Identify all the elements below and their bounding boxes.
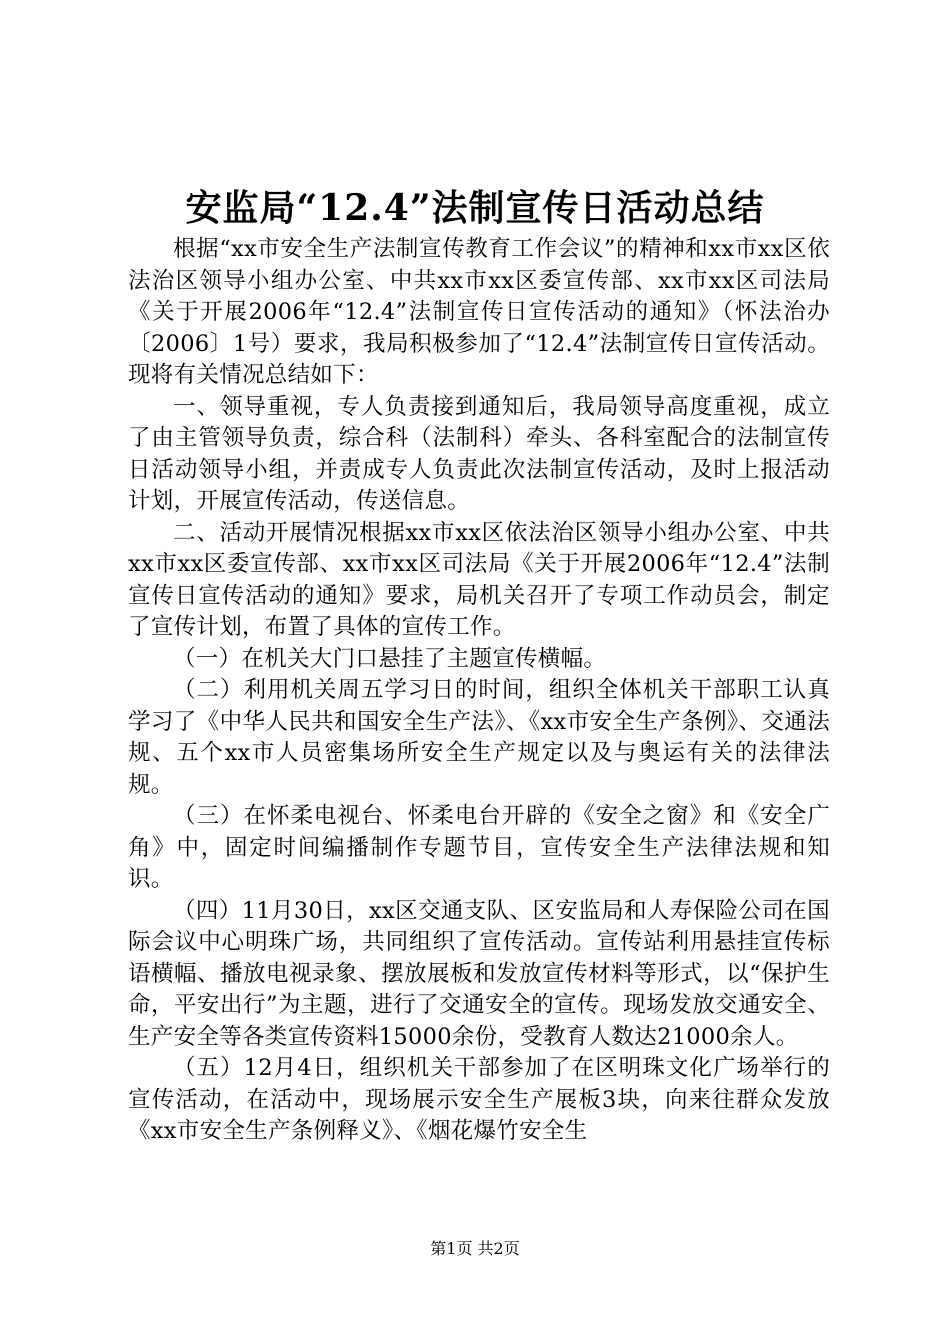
paragraph-item-2: （二）利用机关周五学习日的时间，组织全体机关干部职工认真学习了《中华人民共和国安全生产法》、《xx市安全生产条例》、交通法规、五个xx市人员密集场所安全生产规定以及与奥运有关的法律法规。 <box>128 677 830 798</box>
paragraph-section-2: 二、活动开展情况根据xx市xx区依法治区领导小组办公室、中共xx市xx区委宣传部、xx市xx区司法局《关于开展2006年“12.4”法制宣传日宣传活动的通知》要求，局机关召开了专项工作动员会，制定了宣传计划，布置了具体的宣传工作。 <box>128 519 830 640</box>
page-footer: 第1页 共2页 <box>430 1239 520 1258</box>
paragraph-item-5: （五）12月4日，组织机关干部参加了在区明珠文化广场举行的宣传活动，在活动中，现场展示安全生产展板3块，向来往群众发放《xx市安全生产条例释义》、《烟花爆竹安全生 <box>128 1055 830 1144</box>
document-title: 安监局“12.4”法制宣传日活动总结 <box>185 187 765 229</box>
paragraph-item-1: （一）在机关大门口悬挂了主题宣传横幅。 <box>173 645 607 672</box>
paragraph-intro: 根据“xx市安全生产法制宣传教育工作会议”的精神和xx市xx区依法治区领导小组办公室、中共xx市xx区委宣传部、xx市xx区司法局《关于开展2006年“12.4”法制宣传日宣传活动的通知》（怀法治办〔2006〕1号）要求，我局积极参加了“12.4”法制宣传日宣传活动。现将有关情况总结如下： <box>128 236 830 388</box>
paragraph-item-4: （四）11月30日，xx区交通支队、区安监局和人寿保险公司在国际会议中心明珠广场，共同组织了宣传活动。宣传站利用悬挂宣传标语横幅、播放电视录象、摆放展板和发放宣传材料等形式，以“保护生命，平安出行”为主题，进行了交通安全的宣传。现场发放交通安全、生产安全等各类宣传资料15000余份，受教育人数达21000余人。 <box>128 897 830 1050</box>
paragraph-item-3: （三）在怀柔电视台、怀柔电台开辟的《安全之窗》和《安全广角》中，固定时间编播制作专题节目，宣传安全生产法律法规和知识。 <box>128 803 830 892</box>
paragraph-section-1: 一、领导重视，专人负责接到通知后，我局领导高度重视，成立了由主管领导负责，综合科（法制科）牵头、各科室配合的法制宣传日活动领导小组，并责成专人负责此次法制宣传活动，及时上报活动计划，开展宣传活动，传送信息。 <box>128 393 830 514</box>
document-body <box>128 234 830 1148</box>
